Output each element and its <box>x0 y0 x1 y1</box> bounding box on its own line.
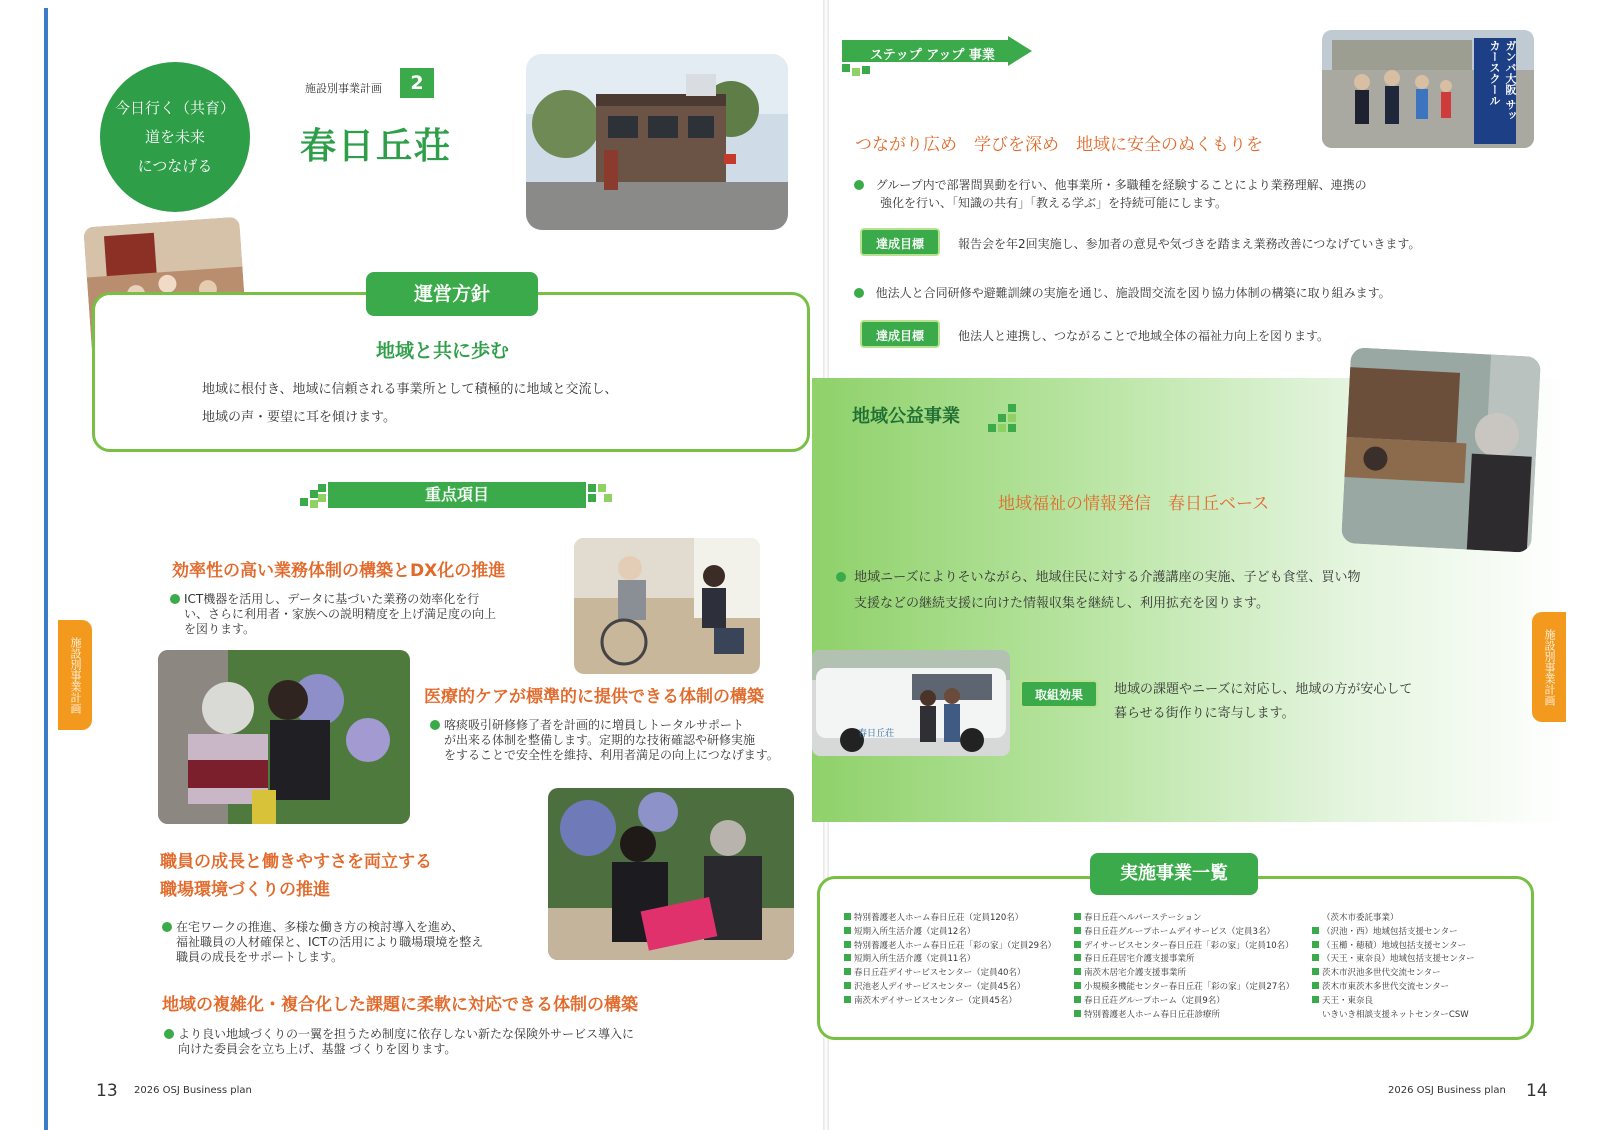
pixel-decoration <box>310 490 318 498</box>
text-line: 地域の課題やニーズに対応し、地域の方が安心して <box>1114 682 1413 697</box>
business-list-column <box>1074 912 1310 1022</box>
pixel-decoration <box>998 414 1006 422</box>
pixel-decoration <box>1008 404 1016 412</box>
list-item: 南茨木居宅介護支援事業所 <box>1074 967 1310 981</box>
plan-number: 2 <box>400 68 434 98</box>
pixel-decoration <box>300 498 308 506</box>
focus-item-title: 医療的ケアが標準的に提供できる体制の構築 <box>424 687 764 707</box>
square-bullet-icon <box>844 954 851 961</box>
pixel-decoration <box>588 484 596 492</box>
pixel-decoration <box>998 424 1006 432</box>
list-item: 沢池老人デイサービスセンター（定員45名） <box>844 981 1072 995</box>
soccer-banner: ガンバ大阪 サッカースクール <box>1488 40 1517 121</box>
bullet-dot-icon <box>164 1029 174 1039</box>
list-item: （玉櫛・穂積）地域包括支援センター <box>1312 940 1522 954</box>
focus-item-text <box>430 718 820 763</box>
focus-item-title: 効率性の高い業務体制の構築とDX化の推進 <box>172 561 506 581</box>
square-bullet-icon <box>1074 941 1081 948</box>
list-item: 茨木市沢池多世代交流センター <box>1312 967 1522 981</box>
stepup-item <box>854 284 1474 302</box>
public-benefit-text <box>836 565 1496 617</box>
bullet-dot-icon <box>836 572 846 582</box>
pixel-decoration <box>852 68 860 76</box>
base-photo <box>1341 347 1541 553</box>
text-line: グループ内で部署間異動を行い、他事業所・多職種を経験することにより業務理解、連携の <box>875 178 1367 192</box>
list-item: 小規模多機能センター春日丘荘「彩の家」（定員27名） <box>1074 981 1310 995</box>
van-label: 春日丘荘 <box>858 729 895 739</box>
square-bullet-icon <box>1074 927 1081 934</box>
square-bullet-icon <box>844 913 851 920</box>
square-bullet-icon <box>1074 913 1081 920</box>
list-item: 春日丘荘居宅介護支援事業所 <box>1074 953 1310 967</box>
side-tab-left: 施設別事業計画 <box>58 620 92 730</box>
motto-line: 道を未来 <box>144 127 205 146</box>
list-item: （天王・東奈良）地域包括支援センター <box>1312 953 1522 967</box>
list-item: デイサービスセンター春日丘荘「彩の家」（定員10名） <box>1074 940 1310 954</box>
square-bullet-icon <box>1074 1010 1081 1017</box>
text-line: より良い地域づくりの一翼を担うため制度に依存しない新たな保険外サービス導入に <box>178 1027 635 1041</box>
square-bullet-icon <box>1312 941 1319 948</box>
motto-circle <box>100 62 250 212</box>
list-item: （茨木市委託事業） <box>1322 913 1399 923</box>
pixel-decoration <box>842 64 850 72</box>
list-item: 南茨木デイサービスセンター（定員45名） <box>844 995 1072 1009</box>
text-line: 在宅ワークの推進、多様な働き方の検討導入を進め、 <box>176 920 464 934</box>
pixel-decoration <box>1008 414 1016 422</box>
focus-header: 重点項目 <box>328 482 586 508</box>
pixel-decoration <box>988 424 996 432</box>
text-line: が出来る体制を整備します。定期的な技術確認や研修実施 <box>444 733 756 747</box>
side-tab-right: 施設別事業計画 <box>1532 612 1566 722</box>
policy-line: 地域に根付き、地域に信頼される事業所として積極的に地域と交流し、 <box>202 382 618 397</box>
stepup-item <box>854 176 1454 212</box>
focus-item-text <box>164 1027 704 1057</box>
title-line: 職員の成長と働きやすさを両立する <box>160 852 432 872</box>
text-line: をすることで安全性を維持、利用者満足の向上につなげます。 <box>444 748 779 762</box>
pixel-decoration <box>1008 424 1016 432</box>
list-item: 春日丘荘グループホーム（定員9名） <box>1074 995 1310 1009</box>
focus-item-text <box>162 920 542 965</box>
page-number-left: 13 <box>96 1081 118 1101</box>
list-item: 特別養護老人ホーム春日丘荘（定員120名） <box>844 912 1072 926</box>
reading-photo <box>548 788 794 960</box>
bullet-dot-icon <box>170 594 180 604</box>
list-item: （沢池・西）地域包括支援センター <box>1312 926 1522 940</box>
plan-label: 施設別事業計画 <box>305 82 382 95</box>
square-bullet-icon <box>1074 996 1081 1003</box>
list-item: 春日丘荘ヘルパーステーション <box>1074 912 1310 926</box>
goal-text: 他法人と連携し、つながることで地域全体の福祉力向上を図ります。 <box>958 329 1330 343</box>
text-line: 向けた委員会を立ち上げ、基盤 づくりを図ります。 <box>178 1042 457 1056</box>
list-item: 春日丘荘デイサービスセンター（定員40名） <box>844 967 1072 981</box>
bullet-dot-icon <box>430 720 440 730</box>
list-item: 天王・東奈良 <box>1312 995 1522 1009</box>
focus-item-text <box>170 592 550 637</box>
text-line: 地域ニーズによりそいながら、地域住民に対する介護講座の実施、子ども食堂、買い物 <box>854 570 1361 585</box>
square-bullet-icon <box>1312 927 1319 934</box>
motto-line: 今日行く（共育） <box>114 98 235 117</box>
title-line: 職場環境づくりの推進 <box>160 880 330 900</box>
goal-badge: 達成目標 <box>860 228 940 256</box>
text-line: 強化を行い、「知識の共有」「教える学ぶ」を持続可能にします。 <box>880 196 1228 210</box>
list-item: 特別養護老人ホーム春日丘荘診療所 <box>1074 1009 1310 1023</box>
list-item: 短期入所生活介護（定員12名） <box>844 926 1072 940</box>
square-bullet-icon <box>1312 982 1319 989</box>
stepup-label: ステップ アップ 事業 <box>870 48 995 63</box>
bullet-dot-icon <box>162 922 172 932</box>
text-line: 喀痰吸引研修修了者を計画的に増員しトータルサポート <box>444 718 745 732</box>
text-line: 他法人と合同研修や避難訓練の実施を通じ、施設間交流を図り協力体制の構築に取り組みます。 <box>875 286 1391 300</box>
business-list-column <box>1312 912 1522 1022</box>
policy-text <box>202 376 762 432</box>
square-bullet-icon <box>844 941 851 948</box>
stepup-heading: つながり広め 学びを深め 地域に安全のぬくもりを <box>855 135 1263 155</box>
square-bullet-icon <box>1074 982 1081 989</box>
public-benefit-title: 地域公益事業 <box>852 406 960 427</box>
text-line: 職員の成長をサポートします。 <box>176 950 344 964</box>
bullet-dot-icon <box>854 288 864 298</box>
policy-tab: 運営方針 <box>366 272 538 316</box>
square-bullet-icon <box>1074 968 1081 975</box>
wheelchair-photo <box>574 538 760 674</box>
effect-text <box>1114 678 1412 726</box>
facility-title: 春日丘荘 <box>300 126 453 167</box>
policy-heading: 地域と共に歩む <box>376 340 510 362</box>
square-bullet-icon <box>1312 968 1319 975</box>
square-bullet-icon <box>844 927 851 934</box>
footer-left: 2026 OSJ Business plan <box>134 1085 252 1096</box>
focus-item-title <box>160 848 432 904</box>
page-number-right: 14 <box>1526 1081 1548 1101</box>
square-bullet-icon <box>844 982 851 989</box>
public-benefit-heading: 地域福祉の情報発信 春日丘ベース <box>998 494 1270 514</box>
list-item: いきいき相談支援ネットセンターCSW <box>1322 1009 1469 1020</box>
business-list-tab: 実施事業一覧 <box>1090 853 1258 895</box>
business-list-column <box>844 912 1072 1009</box>
text-line: 暮らせる街作りに寄与します。 <box>1114 706 1295 721</box>
pixel-decoration <box>318 484 326 492</box>
policy-line: 地域の声・要望に耳を傾けます。 <box>202 410 396 425</box>
list-item: 茨木市東茨木多世代交流センター <box>1312 981 1522 995</box>
text-line: い、さらに利用者・家族への説明精度を上げ満足度の向上 <box>184 607 497 621</box>
pixel-decoration <box>310 500 318 508</box>
list-item: 春日丘荘グループホームデイサービス（定員3名） <box>1074 926 1310 940</box>
building-photo <box>526 54 788 230</box>
text-line: を図ります。 <box>184 622 256 636</box>
list-item: 特別養護老人ホーム春日丘荘「彩の家」（定員29名） <box>844 940 1072 954</box>
hydrangea-photo <box>158 650 410 824</box>
pixel-decoration <box>598 484 606 492</box>
square-bullet-icon <box>844 968 851 975</box>
pixel-decoration <box>862 66 870 74</box>
pixel-decoration <box>318 494 326 502</box>
pixel-decoration <box>604 494 612 502</box>
text-line: ICT機器を活用し、データに基づいた業務の効率化を行 <box>184 592 480 606</box>
square-bullet-icon <box>1312 996 1319 1003</box>
list-item: 短期入所生活介護（定員11名） <box>844 953 1072 967</box>
goal-text: 報告会を年2回実施し、参加者の意見や気づきを踏まえ業務改善につなげていきます。 <box>958 237 1421 251</box>
footer-right: 2026 OSJ Business plan <box>1388 1085 1506 1096</box>
focus-item-title: 地域の複雑化・複合化した課題に柔軟に対応できる体制の構築 <box>162 995 638 1015</box>
square-bullet-icon <box>1312 954 1319 961</box>
text-line: 支援などの継続支援に向けた情報収集を継続し、利用拡充を図ります。 <box>854 596 1269 611</box>
goal-badge: 達成目標 <box>860 320 940 348</box>
text-line: 福祉職員の人材確保と、ICTの活用により職場環境を整え <box>176 935 484 949</box>
van-photo <box>812 650 1010 756</box>
page-edge-line <box>44 8 48 1130</box>
effect-badge: 取組効果 <box>1020 680 1098 708</box>
square-bullet-icon <box>844 996 851 1003</box>
motto-line: につなげる <box>137 156 213 175</box>
bullet-dot-icon <box>854 180 864 190</box>
square-bullet-icon <box>1074 954 1081 961</box>
pixel-decoration <box>588 494 596 502</box>
